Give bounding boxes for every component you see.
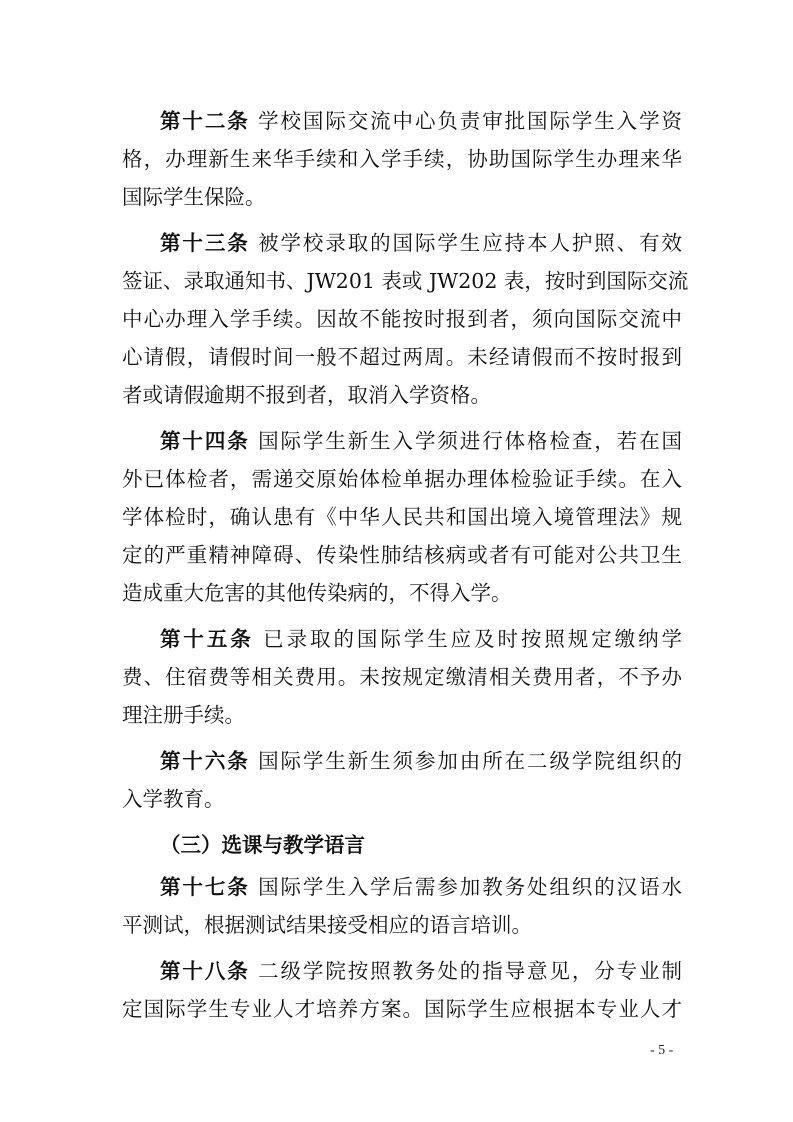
article-18-lead: 第十八条: [160, 959, 250, 983]
article-12-line-1: 第十二条 学校国际交流中心负责审批国际学生入学资: [160, 109, 683, 133]
article-17-line-1: 第十七条 国际学生入学后需参加教务处组织的汉语水: [160, 875, 683, 899]
article-13-line-2: 签证、录取通知书、JW201 表或 JW202 表，按时到国际交流: [122, 269, 689, 293]
article-14-lead: 第十四条: [160, 429, 250, 453]
article-14-line-2: 外已体检者，需递交原始体检单据办理体检验证手续。在入: [122, 467, 682, 491]
article-18-line-1: 第十八条 二级学院按照教务处的指导意见，分专业制: [160, 959, 683, 983]
article-18-line-2: 定国际学生专业人才培养方案。国际学生应根据本专业人才: [122, 997, 682, 1021]
article-16-line-1: 第十六条 国际学生新生须参加由所在二级学院组织的: [160, 749, 683, 773]
article-12-line-2: 格，办理新生来华手续和入学手续，协助国际学生办理来华: [122, 147, 682, 171]
article-13-line-4: 心请假，请假时间一般不超过两周。未经请假而不按时报到: [122, 345, 682, 369]
article-14-line-4: 定的严重精神障碍、传染性肺结核病或者有可能对公共卫生: [122, 543, 682, 567]
article-15-line-1: 第十五条 已录取的国际学生应及时按照规定缴纳学: [160, 627, 683, 651]
article-15-line-3: 理注册手续。: [122, 703, 245, 727]
article-15-line-2: 费、住宿费等相关费用。未按规定缴清相关费用者，不予办: [122, 665, 682, 689]
article-13-line-3: 中心办理入学手续。因故不能按时报到者，须向国际交流中: [122, 307, 682, 331]
article-17-line-2: 平测试，根据测试结果接受相应的语言培训。: [122, 913, 532, 937]
article-14-line-3: 学体检时，确认患有《中华人民共和国出境入境管理法》规: [122, 505, 682, 529]
article-17-lead: 第十七条: [160, 875, 250, 899]
article-12-lead: 第十二条: [160, 109, 250, 133]
article-12-line-3: 国际学生保险。: [122, 185, 266, 209]
article-16-line-2: 入学教育。: [122, 787, 225, 811]
article-16-lead: 第十六条: [160, 749, 250, 773]
article-14-line-5: 造成重大危害的其他传染病的，不得入学。: [122, 581, 512, 605]
page-number: - 5 -: [650, 1043, 674, 1058]
article-13-line-5: 者或请假逾期不报到者，取消入学资格。: [122, 383, 491, 407]
article-14-line-1: 第十四条 国际学生新生入学须进行体格检查，若在国: [160, 429, 683, 453]
article-15-lead: 第十五条: [160, 627, 254, 651]
section-heading: （三）选课与教学语言: [160, 833, 365, 857]
article-13-lead: 第十三条: [160, 231, 250, 255]
article-13-line-1: 第十三条 被学校录取的国际学生应持本人护照、有效: [160, 231, 683, 255]
